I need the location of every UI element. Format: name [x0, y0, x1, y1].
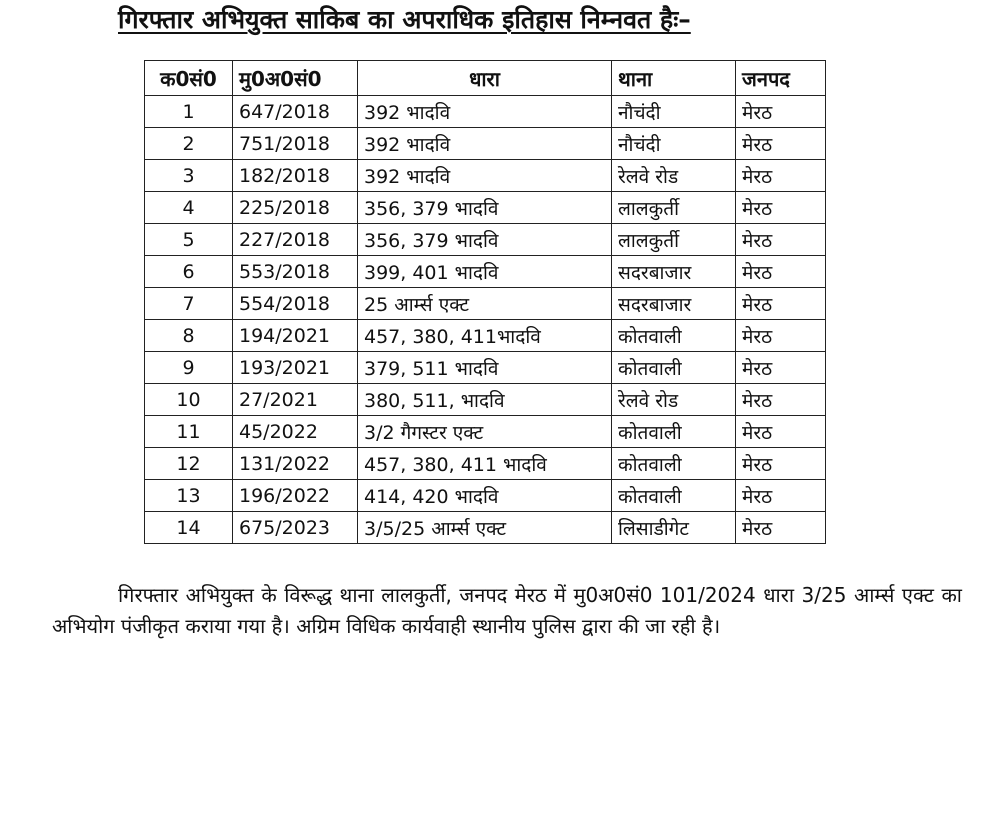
- cell-serial: 1: [145, 96, 233, 128]
- cell-case-number: 27/2021: [233, 384, 358, 416]
- cell-district: मेरठ: [736, 256, 826, 288]
- table-row: [145, 352, 826, 384]
- cell-serial: 14: [145, 512, 233, 544]
- cell-district: मेरठ: [736, 480, 826, 512]
- cell-district: मेरठ: [736, 96, 826, 128]
- cell-district: मेरठ: [736, 512, 826, 544]
- cell-district: मेरठ: [736, 128, 826, 160]
- cell-section: 457, 380, 411 भादवि: [358, 448, 612, 480]
- summary-paragraph: गिरफ्तार अभियुक्त के विरूद्ध थाना लालकुर्ती, जनपद मेरठ में मु0अ0सं0 101/2024 धारा 3/25 आर्म्स एक्ट का अभियोग पंजीकृत कराया गया है। अग्रिम विधिक कार्यवाही स्थानीय पुलिस द्वारा की जा रही है।: [52, 583, 962, 638]
- cell-case-number: 554/2018: [233, 288, 358, 320]
- cell-section: 356, 379 भादवि: [358, 192, 612, 224]
- cell-case-number: 225/2018: [233, 192, 358, 224]
- cell-section: 3/2 गैगस्टर एक्ट: [358, 416, 612, 448]
- cell-case-number: 194/2021: [233, 320, 358, 352]
- cell-serial: 12: [145, 448, 233, 480]
- table-row: [145, 320, 826, 352]
- cell-serial: 8: [145, 320, 233, 352]
- cell-serial: 4: [145, 192, 233, 224]
- cell-district: मेरठ: [736, 352, 826, 384]
- cell-police-station: लिसाडीगेट: [612, 512, 736, 544]
- cell-district: मेरठ: [736, 416, 826, 448]
- criminal-history-table: [144, 60, 826, 544]
- cell-police-station: रेलवे रोड: [612, 160, 736, 192]
- cell-serial: 11: [145, 416, 233, 448]
- cell-serial: 13: [145, 480, 233, 512]
- cell-serial: 6: [145, 256, 233, 288]
- table-row: [145, 288, 826, 320]
- cell-district: मेरठ: [736, 448, 826, 480]
- header-serial: क0सं0: [145, 61, 233, 96]
- cell-case-number: 193/2021: [233, 352, 358, 384]
- cell-case-number: 227/2018: [233, 224, 358, 256]
- cell-serial: 5: [145, 224, 233, 256]
- header-police-station: थाना: [612, 61, 736, 96]
- cell-district: मेरठ: [736, 192, 826, 224]
- cell-police-station: कोतवाली: [612, 352, 736, 384]
- cell-police-station: नौचंदी: [612, 96, 736, 128]
- document-heading: गिरफ्तार अभियुक्त साकिब का अपराधिक इतिहास निम्नवत हैः–: [118, 5, 691, 34]
- cell-section: 392 भादवि: [358, 160, 612, 192]
- table-row: [145, 160, 826, 192]
- table-row: [145, 256, 826, 288]
- table-row: [145, 192, 826, 224]
- cell-serial: 7: [145, 288, 233, 320]
- cell-case-number: 45/2022: [233, 416, 358, 448]
- cell-case-number: 131/2022: [233, 448, 358, 480]
- cell-serial: 2: [145, 128, 233, 160]
- cell-section: 356, 379 भादवि: [358, 224, 612, 256]
- table-row: [145, 480, 826, 512]
- cell-section: 392 भादवि: [358, 128, 612, 160]
- cell-serial: 9: [145, 352, 233, 384]
- cell-police-station: लालकुर्ती: [612, 192, 736, 224]
- cell-case-number: 196/2022: [233, 480, 358, 512]
- cell-district: मेरठ: [736, 160, 826, 192]
- cell-police-station: कोतवाली: [612, 480, 736, 512]
- cell-section: 399, 401 भादवि: [358, 256, 612, 288]
- cell-section: 380, 511, भादवि: [358, 384, 612, 416]
- table-row: [145, 512, 826, 544]
- cell-section: 25 आर्म्स एक्ट: [358, 288, 612, 320]
- table-body: [145, 96, 826, 544]
- cell-police-station: सदरबाजार: [612, 288, 736, 320]
- cell-police-station: कोतवाली: [612, 416, 736, 448]
- table-row: [145, 416, 826, 448]
- cell-district: मेरठ: [736, 320, 826, 352]
- cell-case-number: 675/2023: [233, 512, 358, 544]
- cell-section: 457, 380, 411भादवि: [358, 320, 612, 352]
- cell-serial: 3: [145, 160, 233, 192]
- cell-police-station: सदरबाजार: [612, 256, 736, 288]
- cell-section: 392 भादवि: [358, 96, 612, 128]
- cell-police-station: कोतवाली: [612, 320, 736, 352]
- table-row: [145, 96, 826, 128]
- cell-case-number: 553/2018: [233, 256, 358, 288]
- table-row: [145, 128, 826, 160]
- cell-police-station: रेलवे रोड: [612, 384, 736, 416]
- cell-serial: 10: [145, 384, 233, 416]
- cell-police-station: कोतवाली: [612, 448, 736, 480]
- table-row: [145, 384, 826, 416]
- cell-section: 3/5/25 आर्म्स एक्ट: [358, 512, 612, 544]
- cell-section: 379, 511 भादवि: [358, 352, 612, 384]
- cell-police-station: नौचंदी: [612, 128, 736, 160]
- cell-case-number: 182/2018: [233, 160, 358, 192]
- header-district: जनपद: [736, 61, 826, 96]
- cell-district: मेरठ: [736, 288, 826, 320]
- header-case-number: मु0अ0सं0: [233, 61, 358, 96]
- cell-district: मेरठ: [736, 224, 826, 256]
- cell-case-number: 751/2018: [233, 128, 358, 160]
- table-row: [145, 224, 826, 256]
- header-section: धारा: [358, 61, 612, 96]
- cell-case-number: 647/2018: [233, 96, 358, 128]
- cell-police-station: लालकुर्ती: [612, 224, 736, 256]
- cell-district: मेरठ: [736, 384, 826, 416]
- table-row: [145, 448, 826, 480]
- cell-section: 414, 420 भादवि: [358, 480, 612, 512]
- table-header-row: [145, 61, 826, 96]
